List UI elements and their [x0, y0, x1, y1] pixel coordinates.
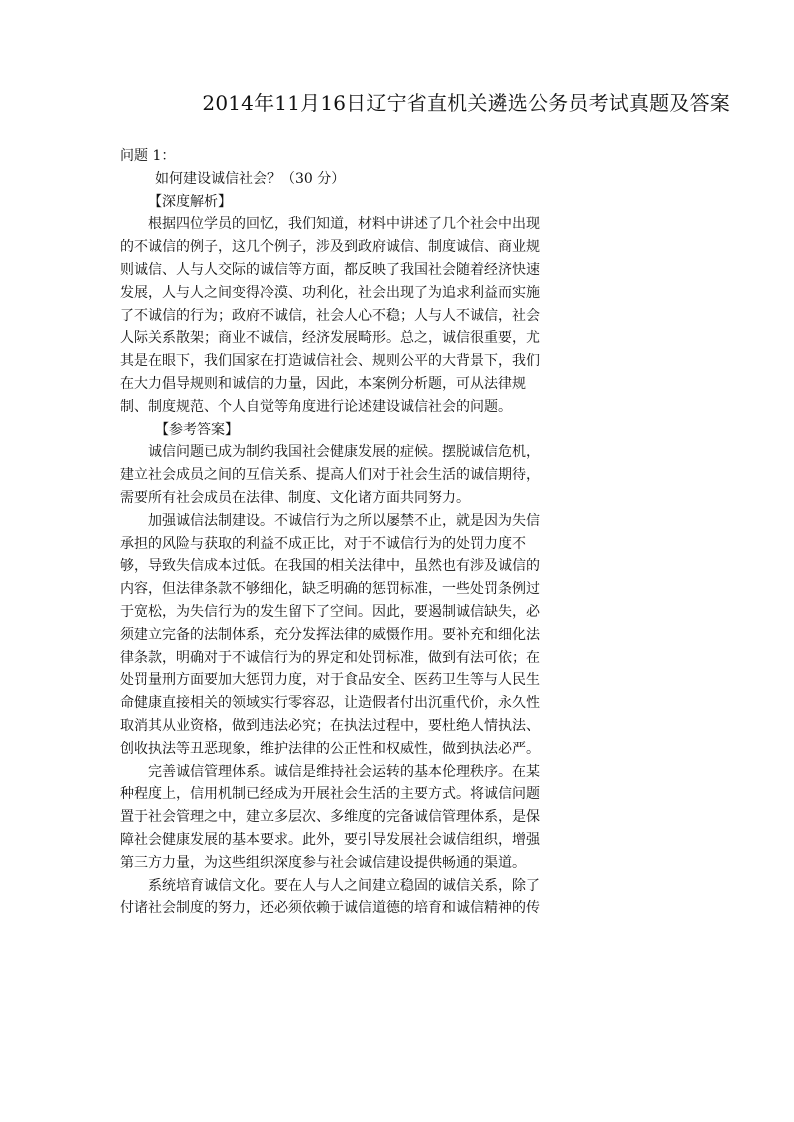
answer-heading: 【参考答案】 [155, 421, 239, 438]
analysis-heading: 【深度解析】 [148, 193, 232, 210]
answer-paragraph-culture: 系统培育诚信文化。要在人与人之间建立稳固的诚信关系，除了付诸社会制度的努力，还必须依赖于诚信道德的培育和诚信精神的传 [120, 877, 540, 917]
answer-paragraph-management: 完善诚信管理体系。诚信是维持社会运转的基本伦理秩序。在某种程度上，信用机制已经成为开展社会生活的主要方式。将诚信问题置于社会管理之中，建立多层次、多维度的完备诚信管理体系，是保障社会健康发展的基本要求。此外，要引导发展社会诚信组织，增强第三方力量，为这些组织深度参与社会诚信建设提供畅通的渠道。 [120, 763, 540, 871]
question-text: 如何建设诚信社会？（30 分） [155, 170, 346, 187]
document-title: 2014年11月16日辽宁省直机关遴选公务员考试真题及答案 [202, 91, 730, 115]
question-label: 问题 1： [120, 148, 176, 164]
document-body [120, 145, 550, 920]
answer-paragraph-law: 加强诚信法制建设。不诚信行为之所以屡禁不止，就是因为失信承担的风险与获取的利益不成正比，对于不诚信行为的处罚力度不够，导致失信成本过低。在我国的相关法律中，虽然也有涉及诚信的内容，但法律条款不够细化，缺乏明确的惩罚标准，一些处罚条例过于宽松，为失信行为的发生留下了空间。因此，要遏制诚信缺失，必须建立完备的法制体系，充分发挥法律的威慑作用。要补充和细化法律条款，明确对于不诚信行为的界定和处罚标准，做到有法可依；在处罚量刑方面要加大惩罚力度，对于食品安全、医药卫生等与人民生命健康直接相关的领域实行零容忍，让造假者付出沉重代价，永久性取消其从业资格，做到违法必究；在执法过程中，要杜绝人情执法、创收执法等丑恶现象，维护法律的公正性和权威性，做到执法必严。 [120, 512, 540, 757]
analysis-paragraph: 根据四位学员的回忆，我们知道，材料中讲述了几个社会中出现的不诚信的例子，这几个例子，涉及到政府诚信、制度诚信、商业规则诚信、人与人交际的诚信等方面，都反映了我国社会随着经济快速发展，人与人之间变得冷漠、功利化，社会出现了为追求利益而实施了不诚信的行为；政府不诚信，社会人心不稳；人与人不诚信，社会人际关系散架；商业不诚信，经济发展畸形。总之，诚信很重要，尤其是在眼下，我们国家在打造诚信社会、规则公平的大背景下，我们在大力倡导规则和诚信的力量，因此，本案例分析题，可从法律规制、制度规范、个人自觉等角度进行论述建设诚信社会的问题。 [120, 216, 540, 415]
answer-paragraph-intro: 诚信问题已成为制约我国社会健康发展的症候。摆脱诚信危机，建立社会成员之间的互信关系、提高人们对于社会生活的诚信期待，需要所有社会成员在法律、制度、文化诸方面共同努力。 [120, 444, 540, 506]
